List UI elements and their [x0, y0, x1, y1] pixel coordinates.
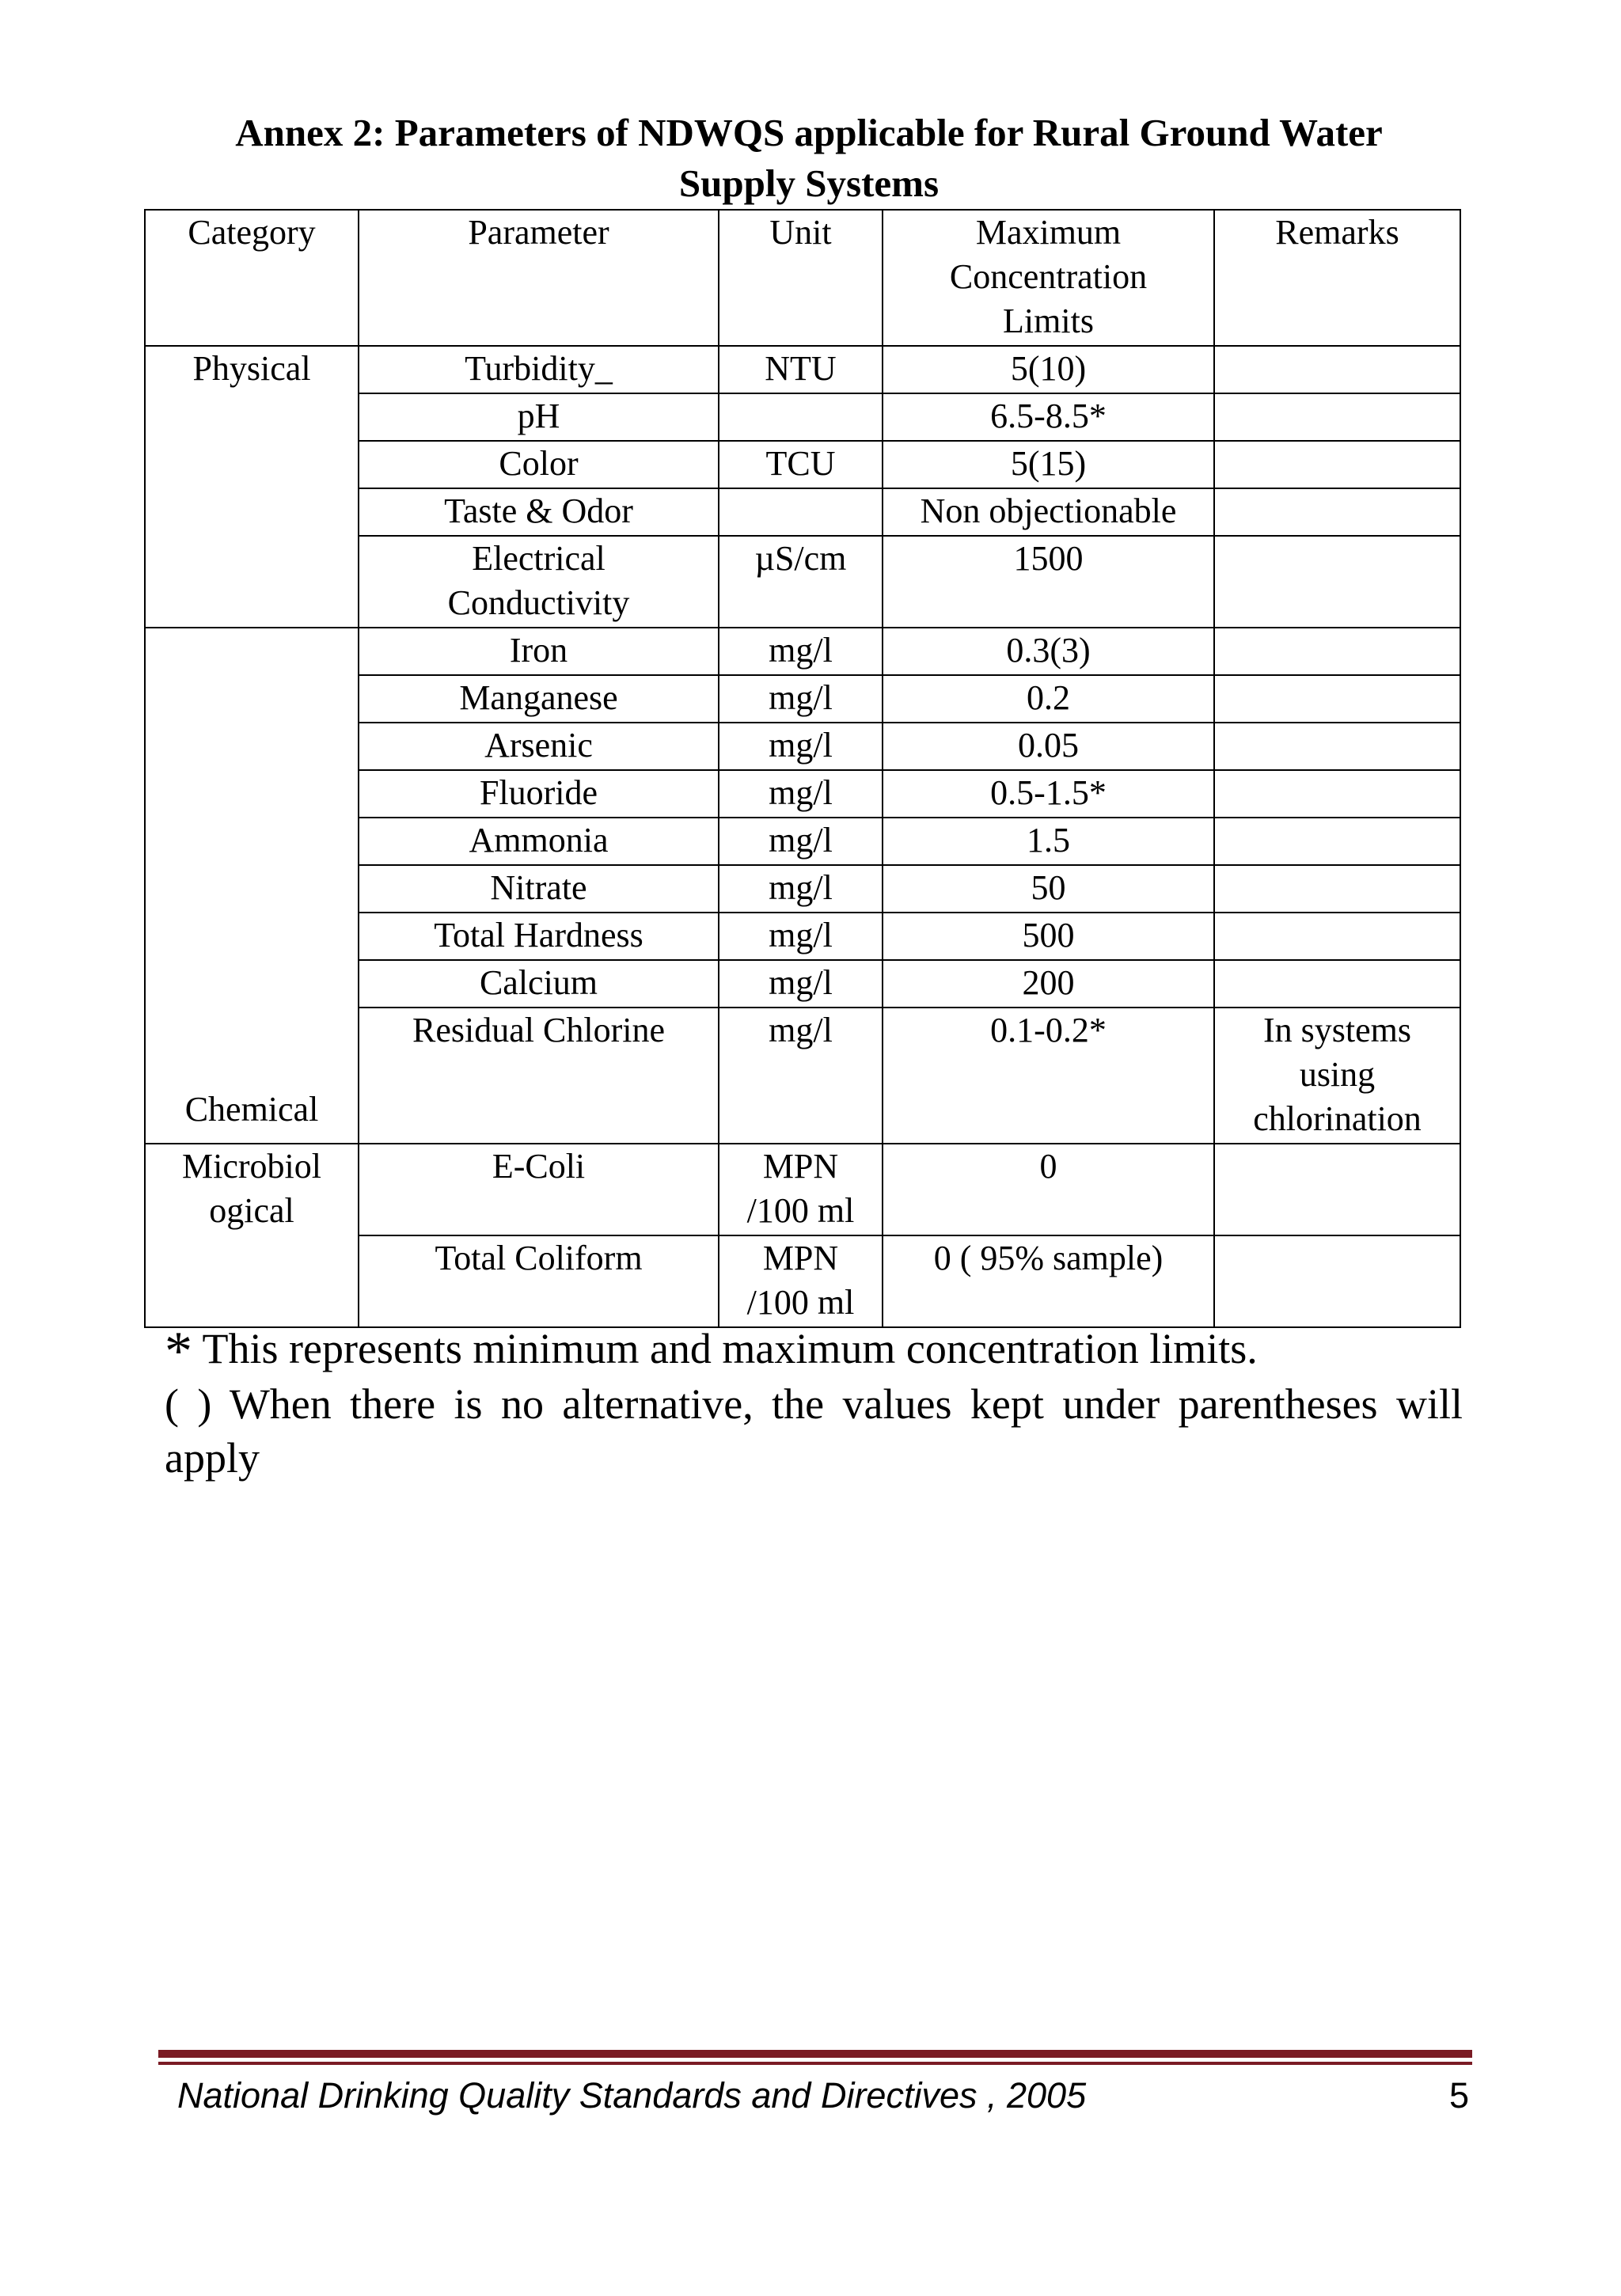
remarks-cell [1214, 960, 1460, 1008]
unit-cell [719, 818, 883, 865]
unit-cell-line: NTU [765, 349, 837, 388]
limit-cell [883, 723, 1214, 770]
limit-cell-line: 5(10) [1010, 349, 1087, 388]
parameter-cell-line: Fluoride [479, 773, 598, 812]
table-row [145, 346, 1460, 393]
parameter-cell [359, 1144, 719, 1235]
unit-cell-line: mg/l [769, 631, 833, 670]
limit-cell-line: 0.1-0.2* [990, 1011, 1107, 1049]
unit-cell-line: /100 ml [746, 1191, 855, 1230]
limit-cell [883, 675, 1214, 723]
parameter-cell-line: Residual Chlorine [412, 1011, 665, 1049]
remarks-cell [1214, 913, 1460, 960]
limit-cell-line: 0 [1039, 1147, 1057, 1186]
title-line-1: Annex 2: Parameters of NDWQS applicable for Rural Ground Water [235, 111, 1383, 154]
unit-cell [719, 1008, 883, 1144]
parameter-cell-line: pH [517, 397, 560, 435]
parameter-cell [359, 628, 719, 675]
remarks-cell [1214, 675, 1460, 723]
title-line-2: Supply Systems [678, 161, 940, 205]
limit-cell-line: 500 [1022, 916, 1075, 954]
remarks-cell [1214, 536, 1460, 628]
parameter-cell [359, 865, 719, 913]
category-microbiological-line: ogical [209, 1191, 294, 1230]
category-microbiological-line: Microbiol [182, 1147, 321, 1186]
category-physical: Physical [145, 346, 359, 628]
unit-cell [719, 865, 883, 913]
unit-cell-line: TCU [765, 444, 836, 483]
footnote-minmax [165, 1321, 1463, 1382]
parameter-cell [359, 1008, 719, 1144]
parameter-cell-line: Taste & Odor [444, 491, 633, 530]
parameter-cell [359, 441, 719, 488]
limit-cell [883, 488, 1214, 536]
unit-cell [719, 393, 883, 441]
page-title [144, 108, 1474, 209]
unit-cell [719, 723, 883, 770]
category-microbiological [145, 1144, 359, 1327]
limit-cell-line: Non objectionable [920, 491, 1177, 530]
limit-cell [883, 770, 1214, 818]
parameter-cell-line: Electrical [472, 539, 606, 578]
limit-cell [883, 536, 1214, 628]
parameter-cell [359, 818, 719, 865]
parameter-cell [359, 1235, 719, 1327]
unit-cell-line: mg/l [769, 678, 833, 717]
parameter-cell-line: Ammonia [469, 821, 609, 860]
remarks-cell [1214, 441, 1460, 488]
footer-rule-thin [158, 2062, 1472, 2065]
limit-cell [883, 1008, 1214, 1144]
header-max-limit-line: Concentration [949, 257, 1148, 296]
limit-cell-line: 6.5-8.5* [990, 397, 1107, 435]
limit-cell-line: 50 [1031, 868, 1066, 907]
remarks-cell [1214, 346, 1460, 393]
remarks-cell [1214, 723, 1460, 770]
limit-cell [883, 628, 1214, 675]
parameter-cell-line: Iron [509, 631, 568, 670]
remarks-cell [1214, 1235, 1460, 1327]
limit-cell-line: 0 ( 95% sample) [933, 1239, 1164, 1277]
asterisk-symbol: * [165, 1321, 192, 1382]
parameter-cell-line: Arsenic [484, 726, 593, 765]
header-max-limit-line: Limits [1003, 302, 1094, 340]
limit-cell [883, 346, 1214, 393]
unit-cell [719, 488, 883, 536]
unit-cell [719, 346, 883, 393]
parameter-cell-line: Turbidity_ [465, 349, 613, 388]
footnote-parentheses: ( ) When there is no alternative, the values kept under parentheses will apply [165, 1380, 1463, 1482]
table-body [145, 346, 1460, 1327]
remarks-cell [1214, 818, 1460, 865]
unit-cell-line: mg/l [769, 963, 833, 1002]
unit-cell [719, 1235, 883, 1327]
unit-cell-line: mg/l [769, 821, 833, 860]
remarks-cell [1214, 1144, 1460, 1235]
limit-cell-line: 0.2 [1027, 678, 1070, 717]
limit-cell [883, 441, 1214, 488]
header-remarks: Remarks [1214, 210, 1460, 346]
unit-cell [719, 1144, 883, 1235]
limit-cell-line: 1.5 [1027, 821, 1070, 860]
limit-cell-line: 0.3(3) [1006, 631, 1091, 670]
footnote-minmax-text: This represents minimum and maximum concentration limits. [192, 1325, 1258, 1372]
remarks-cell [1214, 628, 1460, 675]
unit-cell-line: mg/l [769, 1011, 833, 1049]
unit-cell-line: mg/l [769, 916, 833, 954]
header-unit: Unit [719, 210, 883, 346]
limit-cell [883, 913, 1214, 960]
unit-cell [719, 536, 883, 628]
remarks-cell [1214, 1008, 1460, 1144]
remarks-cell-line: chlorination [1253, 1099, 1422, 1138]
header-parameter: Parameter [359, 210, 719, 346]
limit-cell-line: 200 [1022, 963, 1075, 1002]
parameter-cell [359, 536, 719, 628]
footer-title: National Drinking Quality Standards and Directives , 2005 [177, 2075, 1087, 2116]
remarks-cell [1214, 393, 1460, 441]
table-row [145, 628, 1460, 675]
remarks-cell [1214, 865, 1460, 913]
parameter-cell-line: Color [499, 444, 579, 483]
limit-cell [883, 865, 1214, 913]
header-category: Category [145, 210, 359, 346]
footer-rule [158, 2050, 1472, 2058]
limit-cell-line: 0.05 [1018, 726, 1079, 765]
parameter-cell-line: Total Coliform [435, 1239, 643, 1277]
unit-cell-line: /100 ml [746, 1283, 855, 1322]
parameter-cell-line: E-Coli [492, 1147, 586, 1186]
unit-cell [719, 770, 883, 818]
header-max-limit [883, 210, 1214, 346]
unit-cell [719, 913, 883, 960]
limit-cell-line: 0.5-1.5* [990, 773, 1107, 812]
limit-cell [883, 818, 1214, 865]
header-max-limit-line: Maximum [975, 213, 1122, 252]
remarks-cell-line: using [1299, 1055, 1376, 1094]
parameter-cell [359, 346, 719, 393]
remarks-cell [1214, 770, 1460, 818]
parameters-table [144, 209, 1461, 1328]
parameter-cell [359, 488, 719, 536]
parameter-cell-line: Total Hardness [434, 916, 643, 954]
parameter-cell [359, 675, 719, 723]
category-chemical: Chemical [145, 628, 359, 1144]
unit-cell [719, 628, 883, 675]
parameter-cell-line: Nitrate [490, 868, 587, 907]
unit-cell [719, 960, 883, 1008]
remarks-cell-line: In systems [1263, 1011, 1411, 1049]
limit-cell-line: 1500 [1013, 539, 1084, 578]
unit-cell-line: MPN [762, 1239, 839, 1277]
remarks-cell [1214, 488, 1460, 536]
parameter-cell-line: Calcium [479, 963, 598, 1002]
page-number: 5 [1448, 2075, 1469, 2116]
limit-cell [883, 960, 1214, 1008]
unit-cell [719, 441, 883, 488]
unit-cell-line: MPN [762, 1147, 839, 1186]
parameter-cell [359, 723, 719, 770]
limit-cell [883, 1144, 1214, 1235]
parameter-cell [359, 913, 719, 960]
parameter-cell-line: Conductivity [447, 583, 630, 622]
parameter-cell [359, 770, 719, 818]
unit-cell [719, 675, 883, 723]
table-header-row [145, 210, 1460, 346]
unit-cell-line: mg/l [769, 726, 833, 765]
table-row [145, 1144, 1460, 1235]
unit-cell-line: mg/l [769, 868, 833, 907]
parameter-cell [359, 393, 719, 441]
limit-cell [883, 393, 1214, 441]
parameter-cell-line: Manganese [459, 678, 618, 717]
unit-cell-line: µS/cm [754, 539, 847, 578]
parameter-cell [359, 960, 719, 1008]
limit-cell-line: 5(15) [1010, 444, 1087, 483]
limit-cell [883, 1235, 1214, 1327]
unit-cell-line: mg/l [769, 773, 833, 812]
